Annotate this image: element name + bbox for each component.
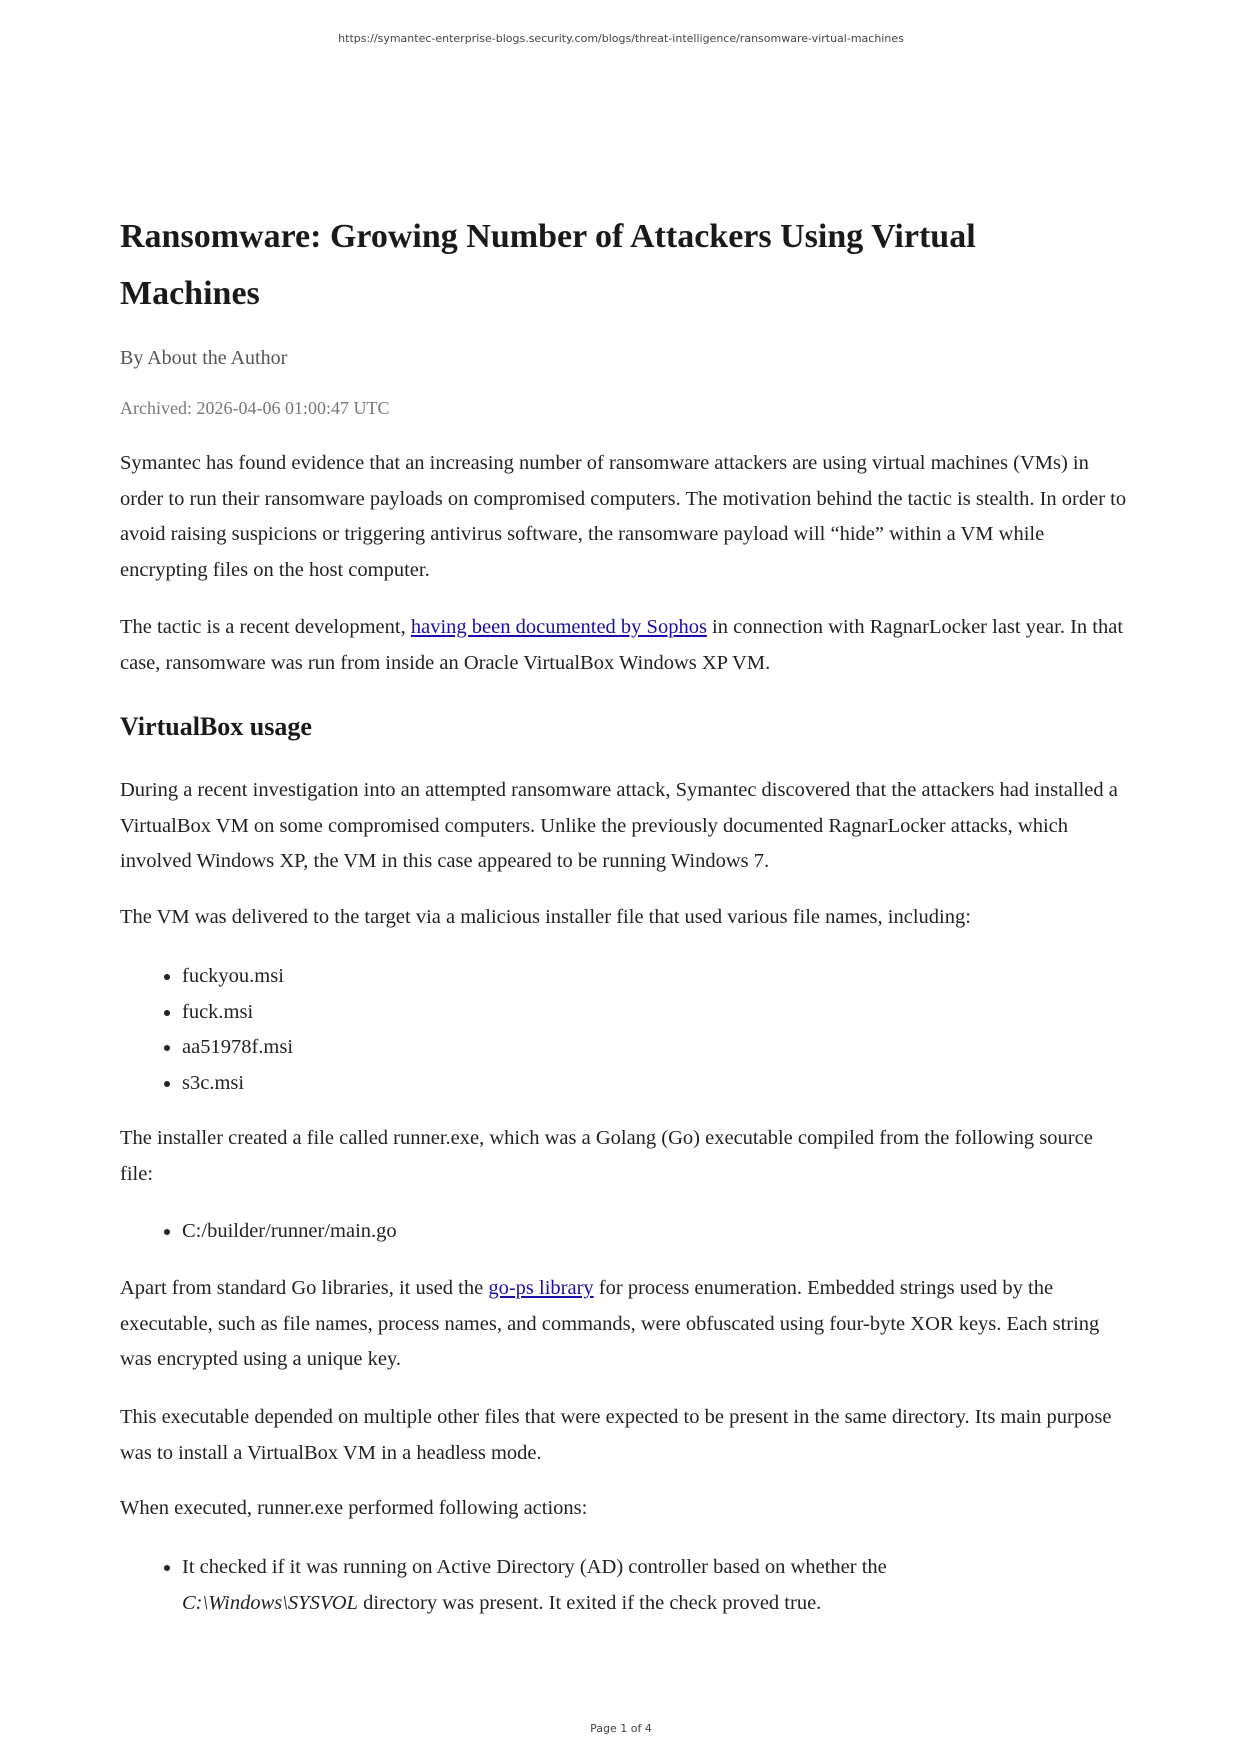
- list-item: • fuckyou.msi: [182, 959, 1192, 995]
- article-title: Ransomware: Growing Number of Attackers Using Virtual Machines: [120, 218, 976, 312]
- paragraph-delivery: The VM was delivered to the target via a malicious installer file that used various file names, including:: [120, 906, 971, 928]
- source-file-list: [120, 1214, 1192, 1250]
- text: It checked if it was running on Active Directory (AD) controller based on whether the: [182, 1556, 887, 1578]
- text: in connection with RagnarLocker last year. In that case, ransomware was run from inside an Oracle VirtualBox Windows XP VM.: [120, 616, 1124, 674]
- list-item: • aa51978f.msi: [182, 1030, 1192, 1066]
- paragraph-investigation: During a recent investigation into an attempted ransomware attack, Symantec discovered that the attackers had installed a VirtualBox VM on some compromised computers. Unlike the previously documented RagnarLocker attacks, which involved Windows XP, the VM in this case appeared to be running Windows 7.: [120, 779, 1118, 872]
- go-ps-link[interactable]: go-ps library: [488, 1277, 594, 1299]
- list-item: • s3c.msi: [182, 1066, 1192, 1102]
- text: Apart from standard Go libraries, it used the: [120, 1277, 489, 1299]
- section-heading: VirtualBox usage: [120, 712, 312, 741]
- list-item: • fuck.msi: [182, 995, 1192, 1031]
- paragraph-runner: The installer created a file called runner.exe, which was a Golang (Go) executable compiled from the following source file:: [120, 1127, 1093, 1185]
- paragraph-go-ps: [120, 1271, 1130, 1378]
- paragraph-tactic: [120, 610, 1130, 681]
- file-name-list: [120, 959, 1192, 1101]
- paragraph-actions: When executed, runner.exe performed following actions:: [120, 1497, 588, 1519]
- sophos-link[interactable]: having been documented by Sophos: [410, 616, 707, 638]
- sysvol-path: C:\Windows\SYSVOL: [182, 1591, 358, 1614]
- actions-list: [120, 1550, 1062, 1621]
- list-item: [182, 1550, 1062, 1621]
- list-item: • C:/builder/runner/main.go: [182, 1214, 1192, 1250]
- page-url: https://symantec-enterprise-blogs.security.com/blogs/threat-intelligence/ransomware-virtual-machines: [338, 32, 904, 45]
- author-byline: By About the Author: [120, 347, 288, 369]
- text: directory was present. It exited if the check proved true.: [357, 1591, 822, 1614]
- paragraph-intro: Symantec has found evidence that an increasing number of ransomware attackers are using virtual machines (VMs) in order to run their ransomware payloads on compromised computers. The motivation behind the tactic is stealth. In order to avoid raising suspicions or triggering antivirus software, the ransomware payload will “hide” within a VM while encrypting files on the host computer.: [120, 452, 1127, 581]
- text: The tactic is a recent development,: [120, 616, 411, 638]
- archived-timestamp: Archived: 2026-04-06 01:00:47 UTC: [120, 398, 390, 418]
- page-number: Page 1 of 4: [590, 1722, 652, 1735]
- paragraph-dependencies: This executable depended on multiple other files that were expected to be present in the same directory. Its main purpose was to install a VirtualBox VM in a headless mode.: [120, 1406, 1112, 1464]
- text: for process enumeration. Embedded strings used by the executable, such as file names, process names, and commands, were obfuscated using four-byte XOR keys. Each string was encrypted using a unique key.: [120, 1277, 1100, 1370]
